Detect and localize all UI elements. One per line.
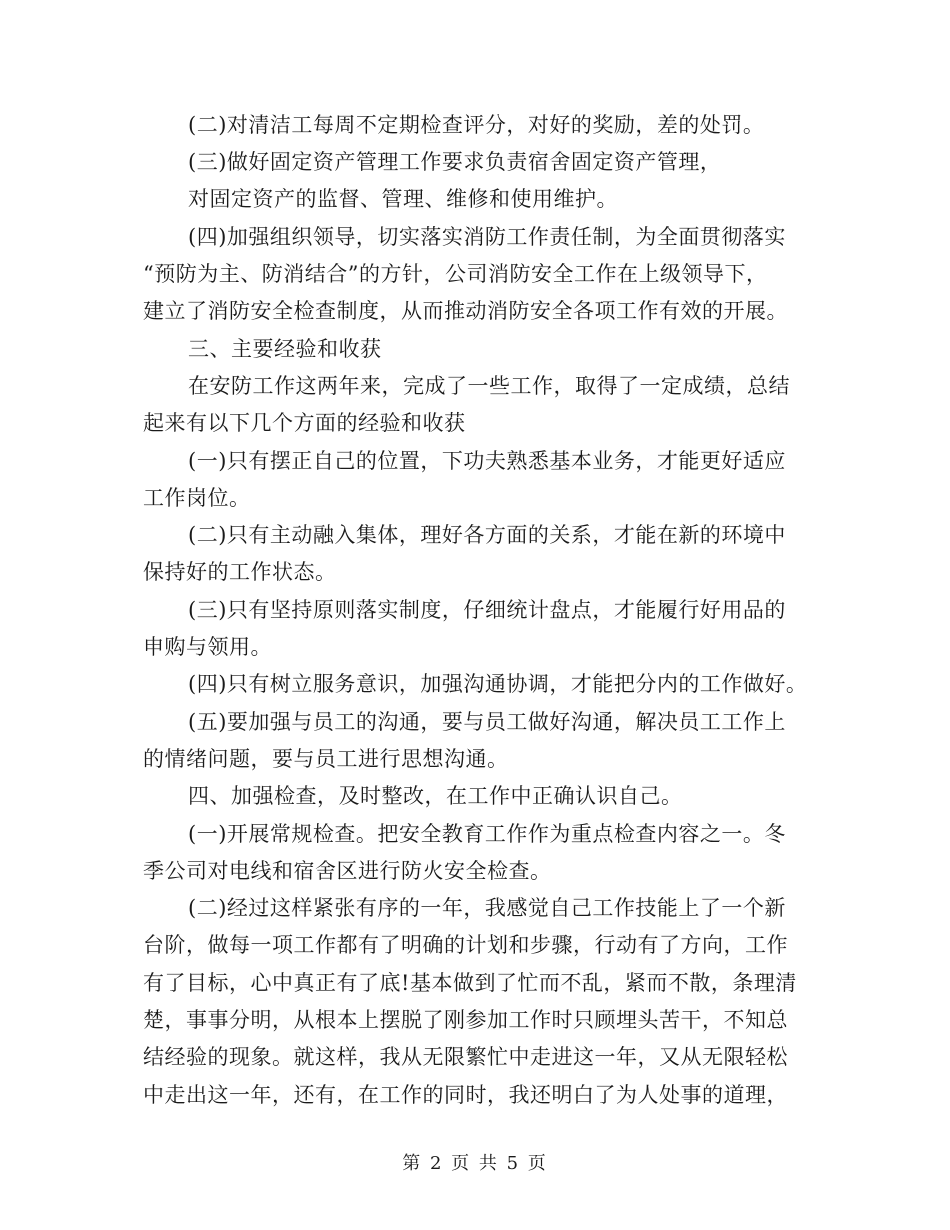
paragraph-line: (五)要加强与员工的沟通，要与员工做好沟通，解决员工工作上 [188, 710, 786, 734]
paragraph-line: (一)开展常规检查。把安全教育工作作为重点检查内容之一。冬 [188, 822, 786, 846]
paragraph-line: 建立了消防安全检查制度，从而推动消防安全各项工作有效的开展。 [143, 299, 788, 323]
paragraph-line: 对固定资产的监督、管理、维修和使用维护。 [188, 187, 618, 211]
paragraph-line: 中走出这一年，还有，在工作的同时，我还明白了为人处事的道理， [143, 1083, 788, 1107]
paragraph-line: (四)加强组织领导，切实落实消防工作责任制，为全面贯彻落实 [188, 225, 786, 249]
paragraph-line: (二)对清洁工每周不定期检查评分，对好的奖励，差的处罚。 [188, 113, 765, 137]
paragraph-line: 保持好的工作状态。 [143, 560, 337, 584]
paragraph-line: (四)只有树立服务意识，加强沟通协调，才能把分内的工作做好。 [188, 672, 808, 696]
paragraph-line: (二)只有主动融入集体，理好各方面的关系，才能在新的环境中 [188, 523, 786, 547]
paragraph-line: (一)只有摆正自己的位置，下功夫熟悉基本业务，才能更好适应 [188, 449, 786, 473]
paragraph-line: 结经验的现象。就这样，我从无限繁忙中走进这一年，又从无限轻松 [143, 1045, 788, 1069]
section-heading: 三、主要经验和收获 [188, 337, 382, 361]
paragraph-line: 的情绪问题，要与员工进行思想沟通。 [143, 747, 509, 771]
paragraph-line: 申购与领用。 [143, 635, 272, 659]
page-number: 第 2 页 共 5 页 [402, 1153, 548, 1174]
paragraph-line: “预防为主、防消结合”的方针，公司消防安全工作在上级领导下， [143, 262, 768, 286]
paragraph-line: 有了目标，心中真正有了底!基本做到了忙而不乱，紧而不散，条理清 [143, 971, 797, 995]
paragraph-line: 季公司对电线和宿舍区进行防火安全检查。 [143, 859, 552, 883]
paragraph-line: 起来有以下几个方面的经验和收获 [143, 411, 466, 435]
paragraph-line: 台阶，做每一项工作都有了明确的计划和步骤，行动有了方向，工作 [143, 933, 788, 957]
paragraph-line: (三)只有坚持原则落实制度，仔细统计盘点，才能履行好用品的 [188, 598, 786, 622]
paragraph-line: (二)经过这样紧张有序的一年，我感觉自己工作技能上了一个新 [188, 896, 786, 920]
paragraph-line: 工作岗位。 [143, 486, 251, 510]
paragraph-line: 楚，事事分明，从根本上摆脱了刚参加工作时只顾埋头苦干，不知总 [143, 1008, 788, 1032]
section-heading: 四、加强检查，及时整改，在工作中正确认识自己。 [188, 784, 683, 808]
paragraph-line: 在安防工作这两年来，完成了一些工作，取得了一定成绩，总结 [188, 374, 790, 398]
paragraph-line: (三)做好固定资产管理工作要求负责宿舍固定资产管理， [188, 150, 722, 174]
